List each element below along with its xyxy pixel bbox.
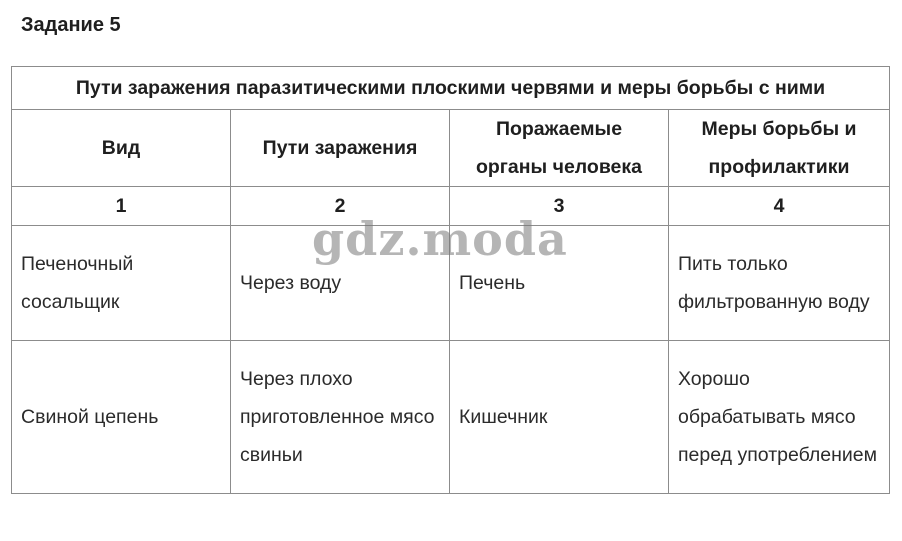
- column-number: 4: [669, 187, 890, 226]
- column-header-species: Вид: [12, 110, 231, 187]
- table-title: Пути заражения паразитическими плоскими червями и меры борьбы с ними: [12, 67, 890, 110]
- table-cell-species: Свиной цепень: [12, 341, 231, 494]
- table-cell-affected-organ: Кишечник: [450, 341, 669, 494]
- column-number: 2: [231, 187, 450, 226]
- table-row: [12, 341, 890, 494]
- column-number: 3: [450, 187, 669, 226]
- table-cell-infection-route: Через воду: [231, 226, 450, 341]
- column-header-affected-organs: Поражаемые органы человека: [450, 110, 669, 187]
- task-title: Задание 5: [21, 14, 121, 36]
- table-cell-infection-route: Через плохо приготовленное мясо свиньи: [231, 341, 450, 494]
- table-title-row: [12, 67, 890, 110]
- parasites-table: [11, 66, 890, 494]
- table-cell-affected-organ: Печень: [450, 226, 669, 341]
- watermark: gdz.moda: [312, 212, 568, 266]
- column-header-infection-routes: Пути заражения: [231, 110, 450, 187]
- table-header-row: [12, 110, 890, 187]
- column-header-prevention: Меры борьбы и профилактики: [669, 110, 890, 187]
- table-cell-prevention: Хорошо обрабатывать мясо перед употреблением: [669, 341, 890, 494]
- table-number-row: [12, 187, 890, 226]
- table-cell-species: Печеночный сосальщик: [12, 226, 231, 341]
- column-number: 1: [12, 187, 231, 226]
- table-cell-prevention: Пить только фильтрованную воду: [669, 226, 890, 341]
- table-row: [12, 226, 890, 341]
